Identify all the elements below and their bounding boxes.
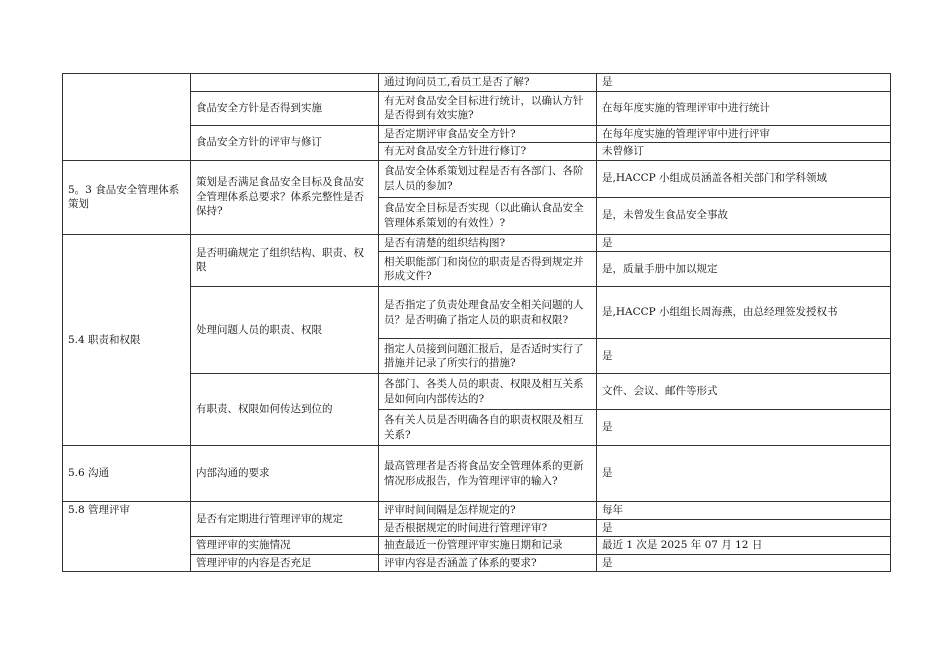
question-cell: 抽查最近一份管理评审实施日期和记录 — [379, 537, 597, 555]
question-cell: 食品安全目标是否实现（以此确认食品安全管理体系策划的有效性）? — [379, 197, 597, 234]
question-cell: 是否指定了负责处理食品安全相关问题的人员？是否明确了指定人员的职责和权限? — [379, 287, 597, 339]
item-cell: 内部沟通的要求 — [191, 446, 379, 502]
table-row — [63, 74, 891, 92]
item-cell: 策划是否满足食品安全目标及食品安全管理体系总要求？体系完整性是否保持? — [191, 160, 379, 234]
clause-cell: 5.4 职责和权限 — [63, 234, 191, 446]
item-cell: 管理评审的实施情况 — [191, 537, 379, 555]
answer-cell: 是 — [597, 519, 891, 537]
question-cell: 有无对食品安全方针进行修订? — [379, 143, 597, 161]
item-cell: 是否有定期进行管理评审的规定 — [191, 502, 379, 537]
answer-cell: 是 — [597, 446, 891, 502]
answer-cell: 在每年度实施的管理评审中进行评审 — [597, 125, 891, 143]
answer-cell: 文件、会议、邮件等形式 — [597, 374, 891, 410]
item-cell — [191, 74, 379, 92]
question-cell: 相关职能部门和岗位的职责是否得到规定并形成文件? — [379, 252, 597, 287]
question-cell: 评审时间间隔是怎样规定的? — [379, 502, 597, 520]
answer-cell: 是，未曾发生食品安全事故 — [597, 197, 891, 234]
table-row — [63, 160, 891, 197]
question-cell: 是否有清楚的组织结构图? — [379, 234, 597, 252]
table-row — [63, 502, 891, 520]
item-cell: 管理评审的内容是否充足 — [191, 554, 379, 572]
clause-cell: 5.8 管理评审 — [63, 502, 191, 572]
answer-cell: 是 — [597, 410, 891, 446]
item-cell: 处理问题人员的职责、权限 — [191, 287, 379, 374]
question-cell: 最高管理者是否将食品安全管理体系的更新情况形成报告，作为管理评审的输入? — [379, 446, 597, 502]
audit-checklist-table — [62, 73, 891, 572]
table-row — [63, 446, 891, 502]
answer-cell: 未曾修订 — [597, 143, 891, 161]
question-cell: 评审内容是否涵盖了体系的要求? — [379, 554, 597, 572]
clause-cell: 5.6 沟通 — [63, 446, 191, 502]
answer-cell: 是,HACCP 小组组长周海燕，由总经理签发授权书 — [597, 287, 891, 339]
clause-cell — [63, 74, 191, 161]
question-cell: 各部门、各类人员的职责、权限及相互关系是如何向内部传达的? — [379, 374, 597, 410]
question-cell: 是否根据规定的时间进行管理评审? — [379, 519, 597, 537]
answer-cell: 是 — [597, 74, 891, 92]
answer-cell: 最近 1 次是 2025 年 07 月 12 日 — [597, 537, 891, 555]
answer-cell: 每年 — [597, 502, 891, 520]
clause-cell: 5。3 食品安全管理体系策划 — [63, 160, 191, 234]
answer-cell: 是 — [597, 234, 891, 252]
question-cell: 是否定期评审食品安全方针? — [379, 125, 597, 143]
table-row — [63, 234, 891, 252]
item-cell: 食品安全方针的评审与修订 — [191, 125, 379, 160]
item-cell: 食品安全方针是否得到实施 — [191, 91, 379, 125]
item-cell: 有职责、权限如何传达到位的 — [191, 374, 379, 446]
question-cell: 指定人员接到问题汇报后，是否适时实行了措施并记录了所实行的措施? — [379, 339, 597, 374]
answer-cell: 是 — [597, 339, 891, 374]
answer-cell: 是 — [597, 554, 891, 572]
answer-cell: 是,HACCP 小组成员涵盖各相关部门和学科领域 — [597, 160, 891, 197]
question-cell: 各有关人员是否明确各自的职责权限及相互关系? — [379, 410, 597, 446]
question-cell: 通过询问员工,看员工是否了解? — [379, 74, 597, 92]
question-cell: 有无对食品安全目标进行统计，以确认方针是否得到有效实施? — [379, 91, 597, 125]
answer-cell: 在每年度实施的管理评审中进行统计 — [597, 91, 891, 125]
answer-cell: 是，质量手册中加以规定 — [597, 252, 891, 287]
question-cell: 食品安全体系策划过程是否有各部门、各阶层人员的参加? — [379, 160, 597, 197]
item-cell: 是否明确规定了组织结构、职责、权限 — [191, 234, 379, 287]
